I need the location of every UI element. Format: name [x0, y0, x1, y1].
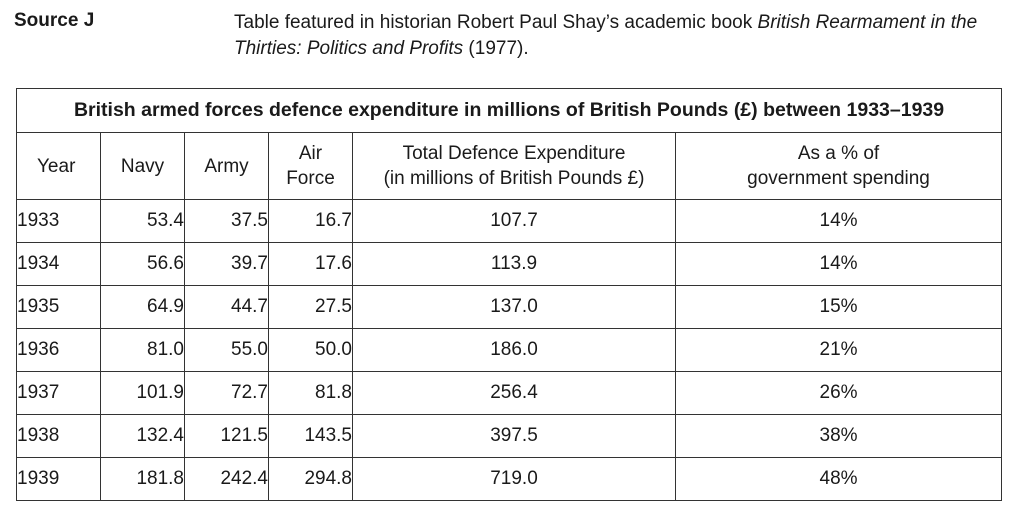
header-total — [353, 133, 676, 200]
header-total-line1: Total Defence Expenditure — [402, 143, 626, 164]
cell-year: 1938 — [17, 415, 101, 458]
cell-army: 55.0 — [185, 329, 269, 372]
table-row — [17, 286, 1002, 329]
cell-total: 719.0 — [353, 458, 676, 501]
cell-army: 44.7 — [185, 286, 269, 329]
cell-army: 37.5 — [185, 200, 269, 243]
table-row — [17, 458, 1002, 501]
table-row — [17, 372, 1002, 415]
cell-navy: 56.6 — [101, 243, 185, 286]
cell-air-force: 294.8 — [269, 458, 353, 501]
cell-air-force: 27.5 — [269, 286, 353, 329]
table-row — [17, 243, 1002, 286]
book-title: British Rearmament in the Thirties: Politics and Profits — [234, 12, 978, 59]
cell-navy: 181.8 — [101, 458, 185, 501]
cell-navy: 81.0 — [101, 329, 185, 372]
cell-percent: 38% — [676, 415, 1002, 458]
cell-army: 39.7 — [185, 243, 269, 286]
table-row — [17, 200, 1002, 243]
source-caption — [234, 10, 994, 62]
header-percent — [676, 133, 1002, 200]
cell-year: 1939 — [17, 458, 101, 501]
cell-year: 1935 — [17, 286, 101, 329]
cell-air-force: 50.0 — [269, 329, 353, 372]
cell-year: 1934 — [17, 243, 101, 286]
cell-air-force: 16.7 — [269, 200, 353, 243]
cell-total: 397.5 — [353, 415, 676, 458]
table-row — [17, 329, 1002, 372]
cell-percent: 15% — [676, 286, 1002, 329]
header-total-line2: (in millions of British Pounds £) — [383, 168, 645, 189]
cell-total: 186.0 — [353, 329, 676, 372]
expenditure-table — [16, 88, 1002, 501]
cell-navy: 53.4 — [101, 200, 185, 243]
cell-army: 72.7 — [185, 372, 269, 415]
cell-percent: 48% — [676, 458, 1002, 501]
header-air-force-line2: Force — [286, 168, 335, 189]
cell-year: 1937 — [17, 372, 101, 415]
cell-total: 113.9 — [353, 243, 676, 286]
cell-total: 256.4 — [353, 372, 676, 415]
table-header-row — [17, 133, 1002, 200]
header-navy: Navy — [101, 133, 185, 200]
cell-army: 121.5 — [185, 415, 269, 458]
caption-text: Table featured in historian Robert Paul Shay’s academic book — [234, 12, 758, 33]
header-percent-line1: As a % of — [797, 143, 880, 164]
cell-percent: 14% — [676, 243, 1002, 286]
header-year: Year — [17, 133, 101, 200]
cell-percent: 14% — [676, 200, 1002, 243]
header-percent-line2: government spending — [747, 168, 930, 189]
cell-year: 1936 — [17, 329, 101, 372]
cell-air-force: 143.5 — [269, 415, 353, 458]
cell-air-force: 81.8 — [269, 372, 353, 415]
table-row — [17, 415, 1002, 458]
cell-army: 242.4 — [185, 458, 269, 501]
table-title: British armed forces defence expenditure in millions of British Pounds (£) between 1933–1939 — [17, 89, 1002, 133]
cell-air-force: 17.6 — [269, 243, 353, 286]
cell-year: 1933 — [17, 200, 101, 243]
cell-total: 137.0 — [353, 286, 676, 329]
caption-year: (1977). — [463, 38, 529, 59]
source-label: Source J — [14, 10, 95, 31]
cell-navy: 101.9 — [101, 372, 185, 415]
cell-total: 107.7 — [353, 200, 676, 243]
header-air-force-line1: Air — [298, 143, 323, 164]
header-army: Army — [185, 133, 269, 200]
header-air-force — [269, 133, 353, 200]
cell-percent: 21% — [676, 329, 1002, 372]
cell-navy: 132.4 — [101, 415, 185, 458]
cell-navy: 64.9 — [101, 286, 185, 329]
cell-percent: 26% — [676, 372, 1002, 415]
